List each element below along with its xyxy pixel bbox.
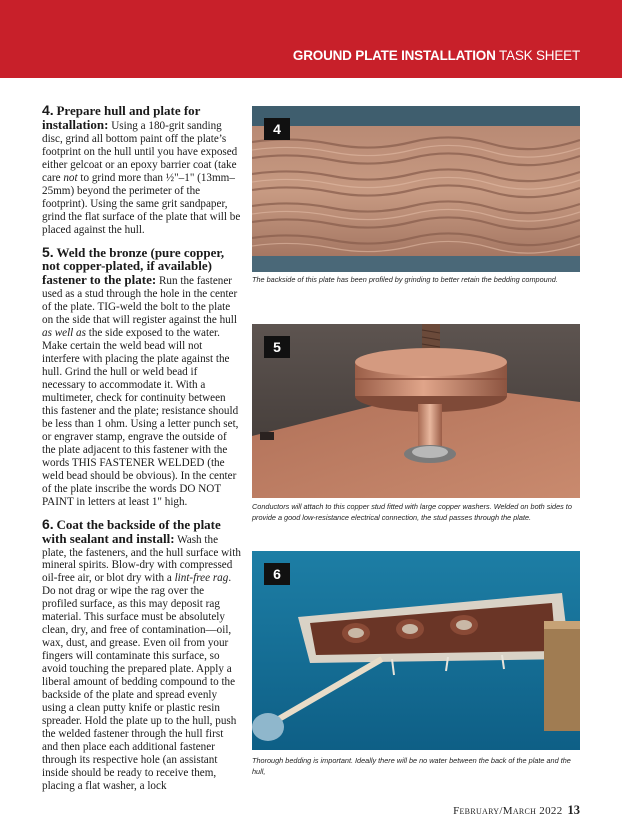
- section-title: [293, 48, 580, 63]
- step-6: [42, 515, 241, 793]
- copper-stud-illustration: [252, 324, 580, 498]
- photo-5-caption: Conductors will attach to this copper stud fitted with large copper washers. Welded on both sides to provide a good low-resistance electrical connection, the stud passes through the plate.: [252, 502, 572, 522]
- step-body: . Do not drag or wipe the rag over the profiled surface, as this may deposit rag material. This surface must be absolutely clean, dry, and free of contamination—oil, wax, dust, and grease. Even oil from your fingers will contaminate this surface, so avoid touching the prepared plate. Apply a liberal amount of bedding compound to the backside of the plate and spread evenly using a clean putty knife or plastic resin spreader. Hold the plate up to the hull, push the welded fastener through the hull first and then place each additional fastener through its respective hole (an assistant inside should be ready to receive them, placing a flat washer, a lock: [42, 572, 237, 792]
- photo-4-caption: The backside of this plate has been profiled by grinding to better retain the bedding compound.: [252, 275, 558, 284]
- step-heading: Prepare hull and plate for installation:: [42, 103, 201, 132]
- step-heading: Coat the backside of the plate with sealant and install:: [42, 516, 221, 546]
- photo-6-caption: Thorough bedding is important. Ideally there will be no water between the back of the plate and the hull,: [252, 756, 571, 776]
- step-body: Wash the plate, the fasteners, and the hull surface with mineral spirits. Blow-dry with compressed oil-free air, or blot dry with a: [42, 533, 241, 585]
- article-text-column: [42, 104, 241, 802]
- step-body-emphasis: not: [63, 171, 78, 184]
- step-number: 4.: [42, 102, 54, 118]
- section-title-light: TASK SHEET: [498, 48, 580, 63]
- header-banner: [0, 0, 622, 78]
- step-number: 5.: [42, 243, 54, 260]
- photo-4-ground-plate: [252, 106, 580, 272]
- page-number: 13: [567, 803, 580, 817]
- step-body-emphasis: as well as: [42, 327, 86, 340]
- section-title-bold: GROUND PLATE INSTALLATION: [292, 48, 496, 63]
- photo-5-copper-stud: [252, 324, 580, 498]
- figure-badge: 5: [264, 336, 290, 358]
- figure-badge: 6: [264, 563, 290, 585]
- step-body-emphasis: lint-free rag: [174, 572, 229, 585]
- step-body: Using a 180-grit sanding disc, grind all bottom paint off the plate’s footprint on the hull until you have exposed either gelcoat or an epoxy barrier coat (take care: [42, 119, 238, 184]
- page-footer: [453, 803, 580, 818]
- step-body: the side exposed to the water. Make certain the weld bead will not interfere with placing the plate against the hull. Grind the hull or weld bead if necessary to accommodate it. With a multimeter, check for continuity between this fastener and the plate; resistance should be less than 1 ohm. Using a letter punch set, or engraver stamp, engrave the outside of the plate adjacent to this fastener with the words THIS FASTENER WELDED (the weld bead should be obvious). In the center of the plate inscribe the words DO NOT PAINT in letters at least 1" high.: [42, 327, 239, 508]
- figure-badge: 4: [264, 118, 290, 140]
- step-body: Run the fastener used as a stud through the hole in the center of the plate. TIG-weld the bolt to the plate on the side that will register against the hull: [42, 275, 238, 327]
- step-heading: Weld the bronze (pure copper, not copper-plated, if available) fastener to the plate:: [42, 244, 225, 288]
- step-5: [42, 243, 241, 509]
- step-number: 6.: [42, 515, 54, 532]
- issue-date: February/March 2022: [453, 805, 563, 817]
- bedding-illustration: [252, 551, 580, 750]
- step-body: to grind more than ½"–1" (13mm–25mm) beyond the perimeter of the footprint). Using the same grit sandpaper, grind the flat surface of the plate that will be placed against the hull.: [42, 171, 241, 236]
- step-4: [42, 104, 241, 237]
- photo-6-bedding: [252, 551, 580, 750]
- ground-plate-illustration: [252, 106, 580, 272]
